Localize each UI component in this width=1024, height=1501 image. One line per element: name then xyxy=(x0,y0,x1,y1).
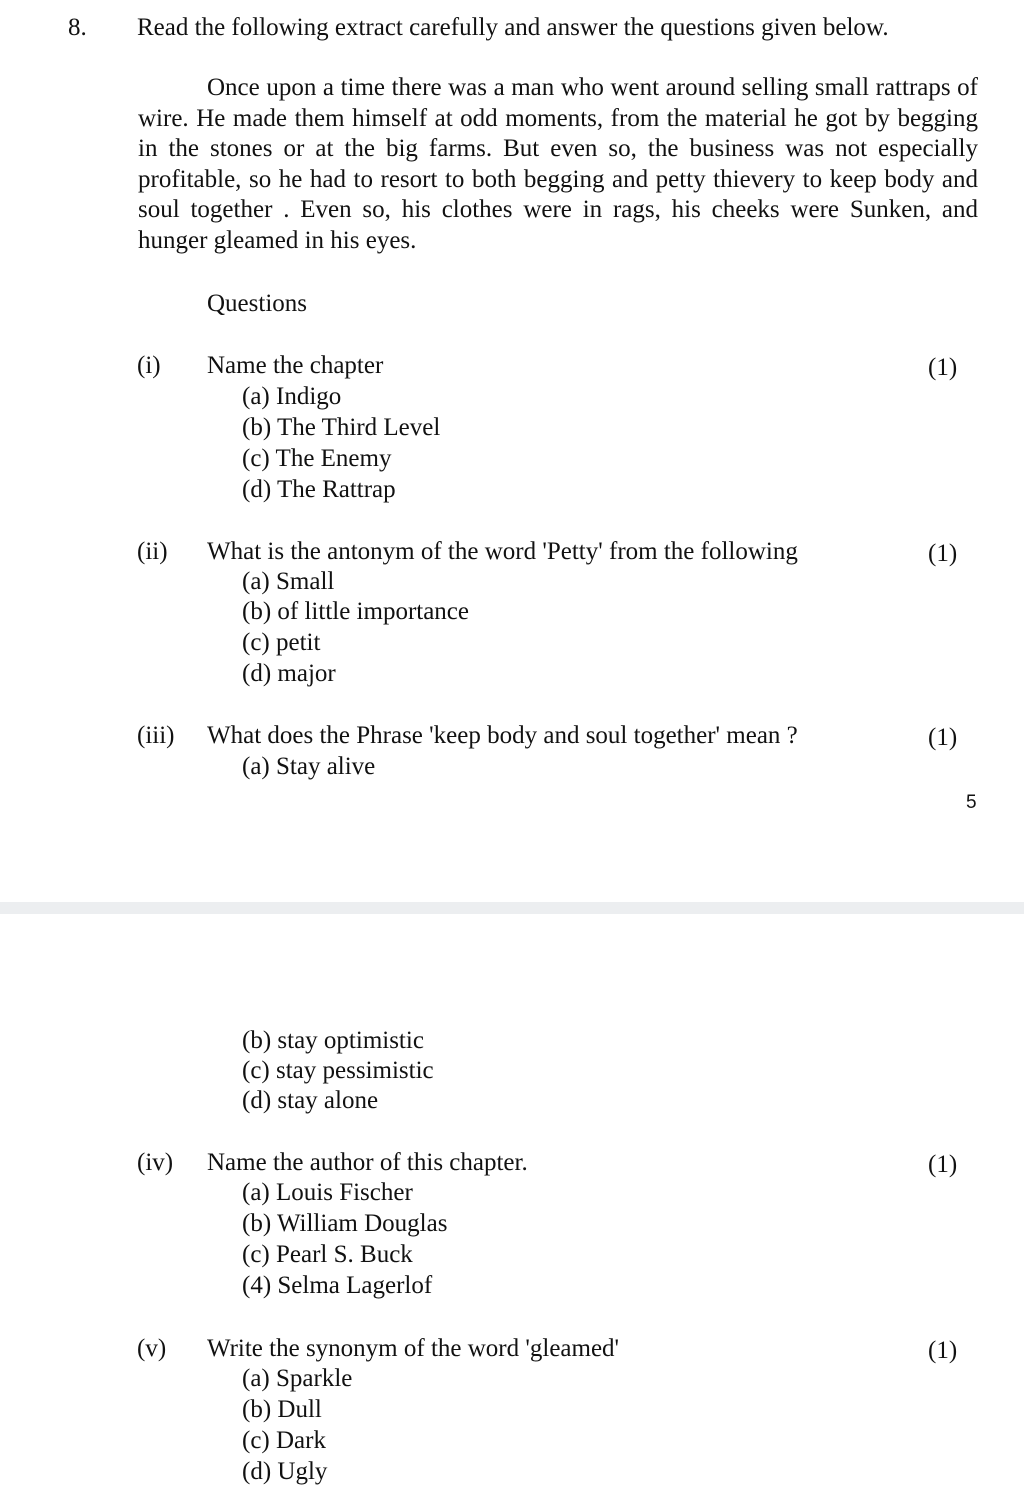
question-text-i: Name the chapter xyxy=(207,352,384,379)
option-i-a: (a) Indigo xyxy=(242,383,342,410)
option-ii-b: (b) of little importance xyxy=(242,598,470,625)
option-iii-a: (a) Stay alive xyxy=(242,753,376,780)
question-number: 8. xyxy=(68,14,87,41)
extract-passage: Once upon a time there was a man who went around selling small rattraps of wire. He made them himself at odd moments, from the material he got by begging in the stones or at the big farms. But even so, the business was not especially profitable, so he had to resort to both begging and petty thievery to keep body and soul together . Even so, his clothes were in rags, his cheeks were Sunken, and hunger gleamed in his eyes. xyxy=(138,74,978,254)
option-ii-d: (d) major xyxy=(242,660,336,687)
page-number: 5 xyxy=(966,792,977,813)
question-label-v: (v) xyxy=(137,1335,167,1362)
option-v-b: (b) Dull xyxy=(242,1396,322,1423)
question-marks-iv: (1) xyxy=(928,1151,958,1178)
question-marks-ii: (1) xyxy=(928,540,958,567)
option-v-c: (c) Dark xyxy=(242,1427,326,1454)
instruction-text: Read the following extract carefully and answer the questions given below. xyxy=(137,14,889,41)
page-break-divider xyxy=(0,902,1024,914)
option-v-d: (d) Ugly xyxy=(242,1458,328,1485)
option-iv-b: (b) William Douglas xyxy=(242,1210,448,1237)
question-text-v: Write the synonym of the word 'gleamed' xyxy=(207,1335,620,1362)
question-label-ii: (ii) xyxy=(137,538,168,565)
option-i-b: (b) The Third Level xyxy=(242,414,441,441)
question-marks-v: (1) xyxy=(928,1337,958,1364)
question-label-iii: (iii) xyxy=(137,722,175,749)
option-ii-a: (a) Small xyxy=(242,568,335,595)
option-iv-a: (a) Louis Fischer xyxy=(242,1179,413,1206)
option-ii-c: (c) petit xyxy=(242,629,321,656)
question-marks-i: (1) xyxy=(928,354,958,381)
option-iii-c: (c) stay pessimistic xyxy=(242,1057,434,1084)
question-text-ii: What is the antonym of the word 'Petty' from the following xyxy=(207,538,798,565)
option-iv-c: (c) Pearl S. Buck xyxy=(242,1241,413,1268)
questions-heading: Questions xyxy=(207,290,307,317)
question-label-iv: (iv) xyxy=(137,1149,174,1176)
option-iv-d: (4) Selma Lagerlof xyxy=(242,1272,433,1299)
question-text-iv: Name the author of this chapter. xyxy=(207,1149,528,1176)
option-v-a: (a) Sparkle xyxy=(242,1365,353,1392)
question-marks-iii: (1) xyxy=(928,724,958,751)
option-iii-d: (d) stay alone xyxy=(242,1087,379,1114)
question-label-i: (i) xyxy=(137,352,161,379)
option-i-c: (c) The Enemy xyxy=(242,445,392,472)
option-i-d: (d) The Rattrap xyxy=(242,476,396,503)
question-text-iii: What does the Phrase 'keep body and soul together' mean ? xyxy=(207,722,798,749)
option-iii-b: (b) stay optimistic xyxy=(242,1027,424,1054)
